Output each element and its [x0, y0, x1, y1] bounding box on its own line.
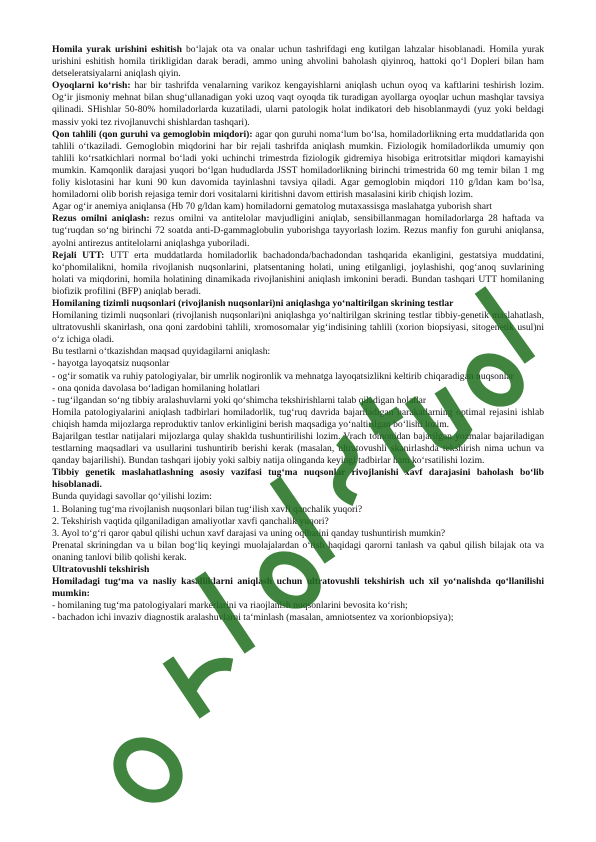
section-heading-ultrasound: Ultratovushli tekshirish	[52, 564, 150, 576]
list-item: - hayotga layoqatsiz nuqsonlar	[52, 358, 170, 370]
paragraph-text: har bir tashrifda venalarning varikoz kengayishlarni aniqlash uchun oyoq va kaftlarini teshirish lozim. Og‘ir jismoniy mehnat bilan shug‘ullanadigan yoki uzoq vaqt oyoqda tik turadigan ayollarga oyoqlar uchun mashqlar tavsiya qilinadi. SHishlar 50-80% homiladorlarda kuzatiladi, ularni patologik holat indikatori deb hisoblanmaydi (yuz yoki beldagi massiv yoki tez rivojlanuvchi shishlardan tashqari).	[52, 80, 544, 128]
paragraph-lead: Rezus omilni aniqlash:	[52, 213, 150, 225]
list-item: - tug‘ilgandan so‘ng tibbiy aralashuvlarni yoki qo‘shimcha tekshirishlarni talab qiladigan holatlar	[52, 394, 427, 406]
list-item: - ona qonida davolasa bo‘ladigan homilaning holatlari	[52, 382, 260, 394]
paragraph-heartbeat	[52, 44, 544, 80]
section-intro: Homilaning tizimli nuqsonlari (rivojlanish nuqsonlari)ni aniqlashga yo‘naltirilgan skrining testlar tibbiy-genetik maslahatlash, ultratovushli skanirlash, ona qoni zardobini tahlili, xromosomalar yig‘indisining tahlili (xorion biopsiyasi, sitogenetik usul)ni o‘z ichiga oladi.	[52, 310, 544, 346]
section-heading-genetic: Tibbiy genetik maslahatlashning asosiy vazifasi tug‘ma nuqsonlar rivojlanishi xavf darajasini baholash bo‘lib hisoblanadi.	[52, 467, 544, 491]
list-intro: Bu testlarni o‘tkazishdan maqsad quyidagilarni aniqlash:	[52, 346, 271, 358]
list-item: 3. Ayol to‘g‘ri qaror qabul qilishi uchun xavf darajasi va uning oqibatini qanday tushuntirish mumkin?	[52, 527, 446, 539]
section-intro: Bunda quyidagi savollar qo‘yilishi lozim:	[52, 491, 212, 503]
list-item: - bachadon ichi invaziv diagnostik aralashuvlarni ta‘minlash (masalan, amniotsentez va xorionbiopsiya);	[52, 612, 454, 624]
paragraph-text: agar qon guruhi noma‘lum bo‘lsa, homiladorlikning erta muddatlarida qon tahlili o‘tkaziladi. Gemoglobin miqdorini har bir rejali tashrifda aniqlash mumkin. Fiziologik homiladorlikda umumiy qon tahlili ko‘rsatkichlari normal bo‘ladi yoki uchinchi trimestrda fiziologik gidremiya hisobiga eritrotsitlar miqdori kamayishi mumkin. Kamqonlik darajasi yuqori bo‘lgan hududlarda JSST homiladorlikning birinchi trimestrida 60 mg temir bilan 1 mg foliy kislotasini har kuni 90 kun davomida tayinlashni tavsiya qiladi. Agar gemoglobin miqdori 110 g/ldan kam bo‘lsa, homiladorni olib borish rejasiga temir dori vositalarni kiritishni davom ettirish masalasini kirib chiqish lozim.	[52, 128, 544, 201]
paragraph-lead: Oyoqlarni ko‘rish:	[52, 80, 131, 92]
paragraph-text: Bajarilgan testlar natijalari mijozlarga qulay shaklda tushuntirilishi lozim. Vrach tomonidan bajarilgan yozmalar bajariladigan testlarning maqsadlari va usullarini tushuntirib berishi kerak (masalan, ultratovushli skanirlashda tekshirish nima uchun va qanday bajarilishi). Bundan tashqari ijobiy yoki salbiy natija olinganda keyingi tadbirlar ham ko‘rsatilishi lozim.	[52, 431, 544, 467]
section-heading-screening: Homilaning tizimli nuqsonlari (rivojlanish nuqsonlari)ni aniqlashga yo‘naltirilgan skrining testlar	[52, 297, 454, 309]
paragraph-ultrasound	[52, 250, 544, 298]
paragraph-text: Prenatal skriningdan va u bilan bog‘liq keyingi muolajalardan o‘tish haqidagi qarorni tanlash va qabul qilish bilajak ota va onaning tanlovi bilib qolishi kerak.	[52, 539, 544, 563]
list-item: 1. Bolaning tug‘ma rivojlanish nuqsonlari bilan tug‘ilish xavfi qanchalik yuqori?	[52, 503, 363, 515]
paragraph-lead: Rejali UTT:	[52, 249, 105, 261]
list-item: 2. Tekshirish vaqtida qilganiladigan amaliyotlar xavfi qanchalik yuqori?	[52, 515, 329, 527]
paragraph-lead: Qon tahlili (qon guruhi va gemoglobin miqdori):	[52, 128, 253, 140]
paragraph-text: bo‘lajak ota va onalar uchun tashrifdagi eng kutilgan lahzalar hisoblanadi. Homila yurak urishini eshitish homila tirikligidan darak beradi, ammo uning ahvolini baholash qiyinroq, hattoki qo‘l Dopleri bilan ham detseleratsiyalarni aniqlash qiyin.	[52, 44, 544, 80]
paragraph-blood-test	[52, 129, 544, 202]
paragraph-anemia	[52, 201, 544, 213]
paragraph-legs	[52, 80, 544, 128]
list-item: - homilaning tug‘ma patologiyalari markerlarini va riaojlanish nuqsonlarini bevosita ko‘rish;	[52, 600, 408, 612]
paragraph-text: UTT erta muddatlarda homiladorlik bachadonda/bachadondan tashqarida ekanligini, gestatsiya muddatini, ko‘phomilalikni, homila rivojlanish nuqsonlarini, platsentaning holati, uning etilganligi, joylashishi, qog‘anoq suvlarining holati va miqdorini, homila holatining dinamikada rivojlanishini aniqlash imkonini beradi. Bundan tashqari UTT homilaning biofizik profilini (BFP) aniqlab beradi.	[52, 249, 544, 297]
paragraph-rhesus	[52, 213, 544, 249]
section-subheading: Homiladagi tug‘ma va nasliy kasalliklarni aniqlash uchun ultratovushli tekshirish uch xil yo‘nalishda qo‘llanilishi mumkin:	[52, 576, 544, 600]
paragraph-text: Agar og‘ir anemiya aniqlansa (Hb 70 g/ldan kam) homiladorni gematolog mutaxassisga maslahatga yuborish shart	[52, 201, 492, 213]
paragraph-lead: Homila yurak urishini eshitish	[52, 44, 182, 55]
list-item: - og‘ir somatik va ruhiy patologiyalar, bir umrlik nogironlik va mehnatga layoqatsizlikni keltirib chiqaradigan nuqsonlar	[52, 370, 514, 382]
paragraph-text: Homila patologiyalarini aniqlash tadbirlari homiladorlik, tug‘ruq davrida bajariladigan harakatlarning optimal rejasini ishlab chiqish hamda mijozlarga reproduktiv tanlov erkinligini berish maqsadiga yo‘naltirilgan bo‘lishi lozim.	[52, 406, 544, 430]
document-page	[52, 44, 544, 625]
paragraph-text: rezus omilni va antitelolar mavjudligini aniqlab, sensibillanmagan homiladorlarga 28 haftada va tug‘ruqdan so‘ng birinchi 72 soatda anti-D-gammaglobulin yuborishga tayyorlash lozim. Rezus manfiy fon guruhi aniqlansa, ayolni antirezus antitelolarni aniqlashga yuboriladi.	[52, 213, 544, 249]
